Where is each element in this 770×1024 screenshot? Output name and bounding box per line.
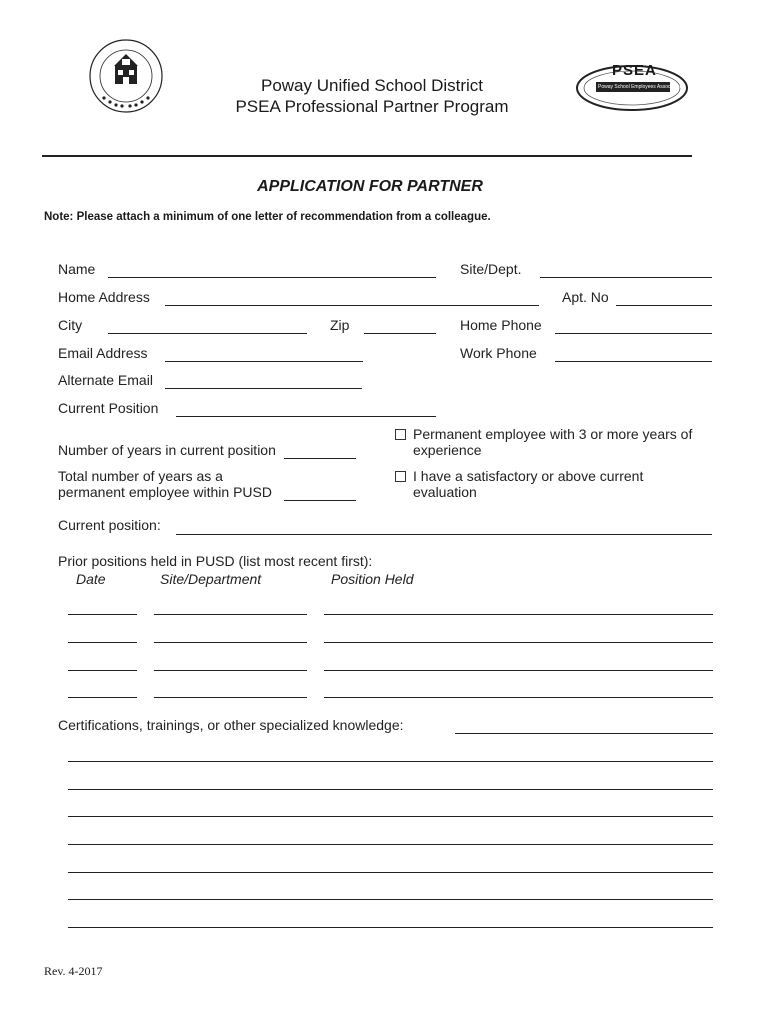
certifications-line-7[interactable]: [68, 913, 713, 928]
certifications-field-0[interactable]: [455, 719, 713, 734]
district-seal-logo: [84, 36, 168, 120]
name-field[interactable]: [108, 263, 436, 278]
zip-field[interactable]: [364, 319, 436, 334]
home-phone-label: Home Phone: [460, 317, 542, 333]
check1-label-1: Permanent employee with 3 or more years of: [413, 426, 693, 442]
check2-label-1: I have a satisfactory or above current: [413, 468, 644, 484]
district-title: Poway Unified School District: [260, 76, 484, 95]
permanent-employee-checkbox[interactable]: [395, 429, 406, 440]
current-position2-label: Current position:: [58, 517, 161, 533]
header-rule: [42, 155, 692, 157]
certifications-line-5[interactable]: [68, 858, 713, 873]
check1-label-2: experience: [413, 442, 482, 458]
psea-logo-text: PSEA: [612, 62, 657, 79]
alt-email-label: Alternate Email: [58, 372, 153, 388]
total-years-label-2: permanent employee within PUSD: [58, 484, 272, 500]
prior-positions-label: Prior positions held in PUSD (list most recent first):: [58, 553, 373, 569]
col-date-header: Date: [76, 571, 106, 587]
prior-site-1[interactable]: [154, 600, 307, 615]
site-field[interactable]: [540, 263, 712, 278]
form-title: APPLICATION FOR PARTNER: [257, 178, 483, 195]
apt-label: Apt. No: [562, 289, 609, 305]
seal-graphic: [84, 36, 168, 120]
current-position-field[interactable]: [176, 402, 436, 417]
home-address-label: Home Address: [58, 289, 150, 305]
current-position-label: Current Position: [58, 400, 159, 416]
program-title: PSEA Professional Partner Program: [235, 97, 509, 116]
prior-site-3[interactable]: [154, 656, 307, 671]
revision-footer: Rev. 4-2017: [44, 964, 103, 978]
total-years-label-1: Total number of years as a: [58, 468, 223, 484]
prior-date-3[interactable]: [68, 656, 137, 671]
prior-position-1[interactable]: [324, 600, 713, 615]
prior-date-4[interactable]: [68, 683, 137, 698]
prior-site-2[interactable]: [154, 628, 307, 643]
certifications-line-6[interactable]: [68, 885, 713, 900]
total-years-field[interactable]: [284, 486, 356, 501]
current-position2-field[interactable]: [176, 520, 712, 535]
work-phone-label: Work Phone: [460, 345, 537, 361]
col-site-header: Site/Department: [160, 571, 262, 587]
form-note: Note: Please attach a minimum of one letter of recommendation from a colleague.: [44, 211, 491, 223]
work-phone-field[interactable]: [555, 347, 712, 362]
certifications-line-3[interactable]: [68, 802, 713, 817]
alt-email-field[interactable]: [165, 374, 362, 389]
home-address-field[interactable]: [165, 291, 539, 306]
check2-label-2: evaluation: [413, 484, 477, 500]
prior-site-4[interactable]: [154, 683, 307, 698]
city-field[interactable]: [108, 319, 307, 334]
psea-logo-subtext: Poway School Employees Association: [598, 84, 683, 90]
apt-field[interactable]: [616, 291, 712, 306]
prior-date-2[interactable]: [68, 628, 137, 643]
home-phone-field[interactable]: [555, 319, 712, 334]
prior-date-1[interactable]: [68, 600, 137, 615]
email-label: Email Address: [58, 345, 148, 361]
prior-position-4[interactable]: [324, 683, 713, 698]
prior-position-2[interactable]: [324, 628, 713, 643]
zip-label: Zip: [330, 317, 350, 333]
name-label: Name: [58, 261, 96, 277]
certifications-line-4[interactable]: [68, 830, 713, 845]
years-current-label: Number of years in current position: [58, 442, 276, 458]
site-label: Site/Dept.: [460, 261, 522, 277]
email-field[interactable]: [165, 347, 363, 362]
certifications-line-2[interactable]: [68, 775, 713, 790]
satisfactory-evaluation-checkbox[interactable]: [395, 471, 406, 482]
col-position-header: Position Held: [331, 571, 414, 587]
certifications-label: Certifications, trainings, or other specialized knowledge:: [58, 717, 404, 733]
city-label: City: [58, 317, 83, 333]
certifications-line-1[interactable]: [68, 747, 713, 762]
prior-position-3[interactable]: [324, 656, 713, 671]
psea-logo: [574, 58, 690, 114]
years-current-field[interactable]: [284, 444, 356, 459]
